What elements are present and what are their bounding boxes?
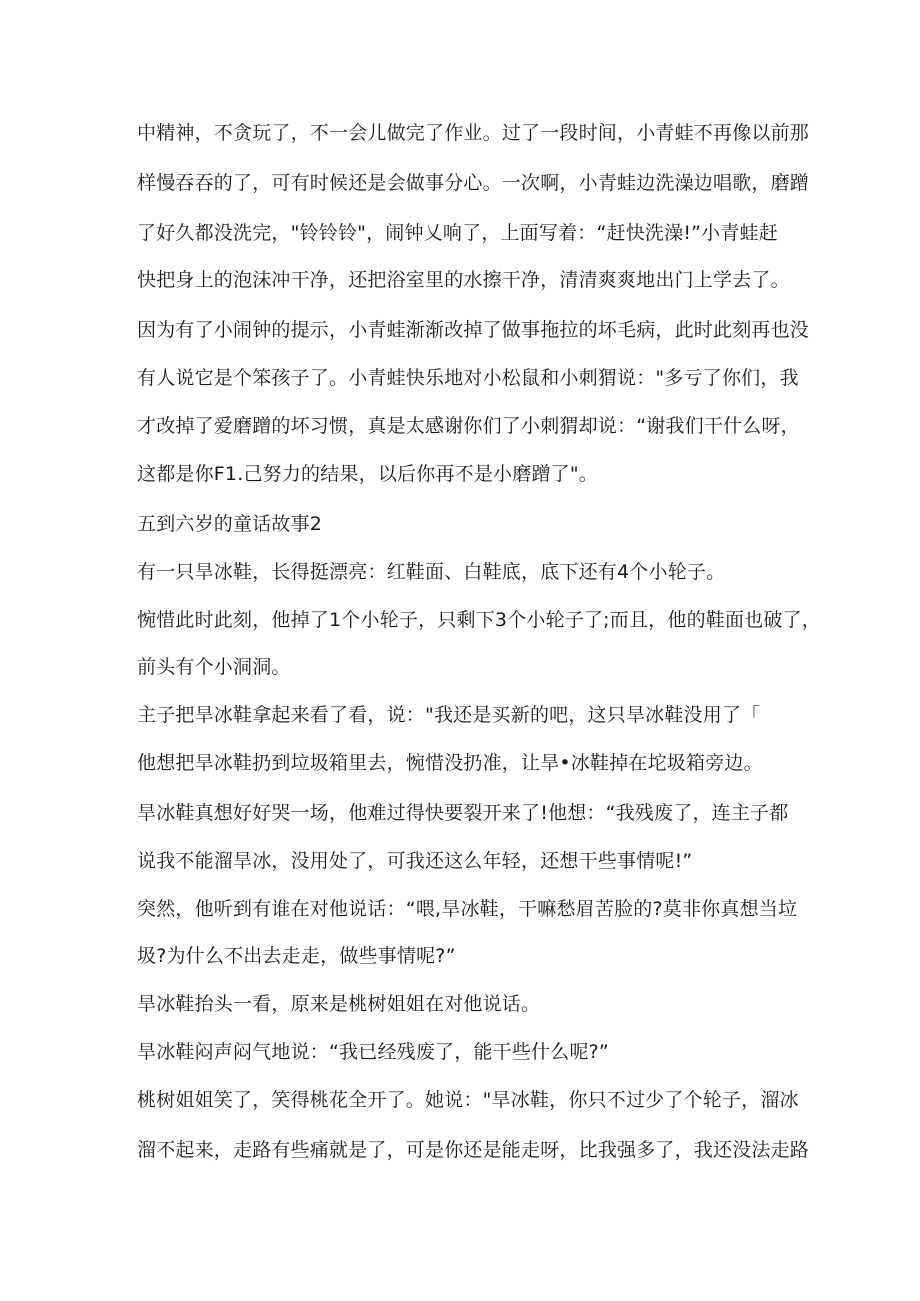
text-line: 他想把旱冰鞋扔到垃圾箱里去，惋惜没扔准，让旱•冰鞋掉在坨圾箱旁边。 bbox=[137, 752, 763, 774]
text-line: 快把身上的泡沫冲干净，还把浴室里的水擦干净，清清爽爽地出门上学去了。 bbox=[137, 269, 790, 291]
section-heading: 五到六岁的童话故事2 bbox=[137, 513, 323, 535]
text-line: 惋惜此时此刻，他掉了1个小轮子，只剩下3个小轮子了;而且，他的鞋面也破了， bbox=[137, 609, 821, 631]
text-line: 桃树姐姐笑了，笑得桃花全开了。她说："旱冰鞋，你只不过少了个轮子，溜冰 bbox=[137, 1089, 799, 1111]
text-line: 旱冰鞋真想好好哭一场，他难过得快要裂开来了!他想：“我残废了，连主子都 bbox=[137, 802, 789, 824]
text-line: 旱冰鞋闷声闷气地说：“我已经残废了，能干些什么呢?” bbox=[137, 1041, 609, 1063]
text-line: 溜不起来，走路有些痛就是了，可是你还是能走呀，比我强多了，我还没法走路 bbox=[137, 1139, 810, 1161]
text-line: 旱冰鞋抬头一看，原来是桃树姐姐在对他说话。 bbox=[137, 993, 541, 1015]
text-line: 因为有了小闹钟的提示，小青蛙渐渐改掉了做事拖拉的坏毛病，此时此刻再也没 bbox=[137, 319, 810, 341]
text-line: 前头有个小洞洞。 bbox=[137, 656, 291, 678]
text-line: 有人说它是个笨孩子了。小青蛙快乐地对小松鼠和小刺猬说："多亏了你们，我 bbox=[137, 367, 799, 389]
text-line: 这都是你F1.己努力的结果，以后你再不是小磨蹭了"。 bbox=[137, 463, 598, 485]
text-line: 说我不能溜旱冰，没用处了，可我还这么年轻，还想干些事情呢!” bbox=[137, 850, 693, 872]
text-line: 主子把旱冰鞋拿起来看了看，说："我还是买新的吧，这只旱冰鞋没用了「 bbox=[137, 704, 761, 726]
text-line: 了好久都没洗完，"铃铃铃"，闹钟乂响了，上面写着：“赶快洗澡!”小青蛙赶 bbox=[137, 222, 778, 244]
text-line: 突然，他听到有谁在对他说话：“喂,旱冰鞋，干嘛愁眉苦脸的?莫非你真想当垃 bbox=[137, 898, 798, 920]
text-line: 中精神，不贪玩了，不一会儿做完了作业。过了一段时间，小青蛙不再像以前那 bbox=[137, 122, 810, 144]
text-line: 才改掉了爱磨蹭的坏习惯，真是太感谢你们了小刺猬却说：“谢我们干什么呀， bbox=[137, 415, 800, 437]
text-line: 有一只旱冰鞋，长得挺漂亮：红鞋面、白鞋底，底下还有4个小轮子。 bbox=[137, 561, 726, 583]
text-line: 圾?为什么不出去走走，做些事情呢?” bbox=[137, 945, 456, 967]
text-line: 样慢吞吞的了，可有时候还是会做事分心。一次啊，小青蛙边洗澡边唱歌，磨蹭 bbox=[137, 172, 810, 194]
